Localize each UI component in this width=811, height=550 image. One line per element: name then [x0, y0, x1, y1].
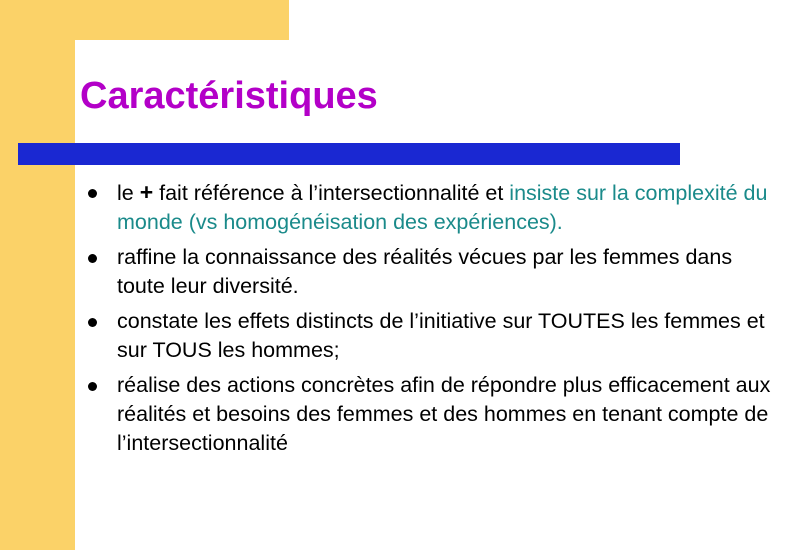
list-item-text: le — [117, 181, 140, 205]
bullet-dot-icon — [88, 318, 97, 327]
list-item-text: + — [139, 179, 154, 205]
list-item-text: réalise des actions concrètes afin de répondre plus efficacement aux réalités et besoins des femmes et des hommes en tenant compte de l’intersectionnalité — [117, 373, 771, 455]
page-title: Caractéristiques — [80, 75, 378, 117]
list-item — [82, 243, 772, 301]
list-item-text: raffine la connaissance des réalités vécues par les femmes dans toute leur diversité. — [117, 245, 733, 298]
title-divider — [18, 143, 680, 165]
list-item — [82, 371, 772, 458]
list-item-text: constate les effets distincts de l’initiative sur TOUTES les femmes et sur TOUS les hommes; — [117, 309, 765, 362]
decorative-left-band — [0, 0, 75, 550]
bullet-dot-icon — [88, 254, 97, 263]
list-item-text: fait référence à l’intersectionnalité et — [153, 181, 510, 205]
list-item — [82, 178, 772, 237]
bullet-dot-icon — [88, 382, 97, 391]
bullet-dot-icon — [88, 189, 97, 198]
slide-body — [82, 178, 772, 464]
list-item-text: insiste sur la complexité du monde (vs homogénéisation des expériences). — [117, 181, 768, 234]
bullet-list — [82, 178, 772, 458]
list-item — [82, 307, 772, 365]
